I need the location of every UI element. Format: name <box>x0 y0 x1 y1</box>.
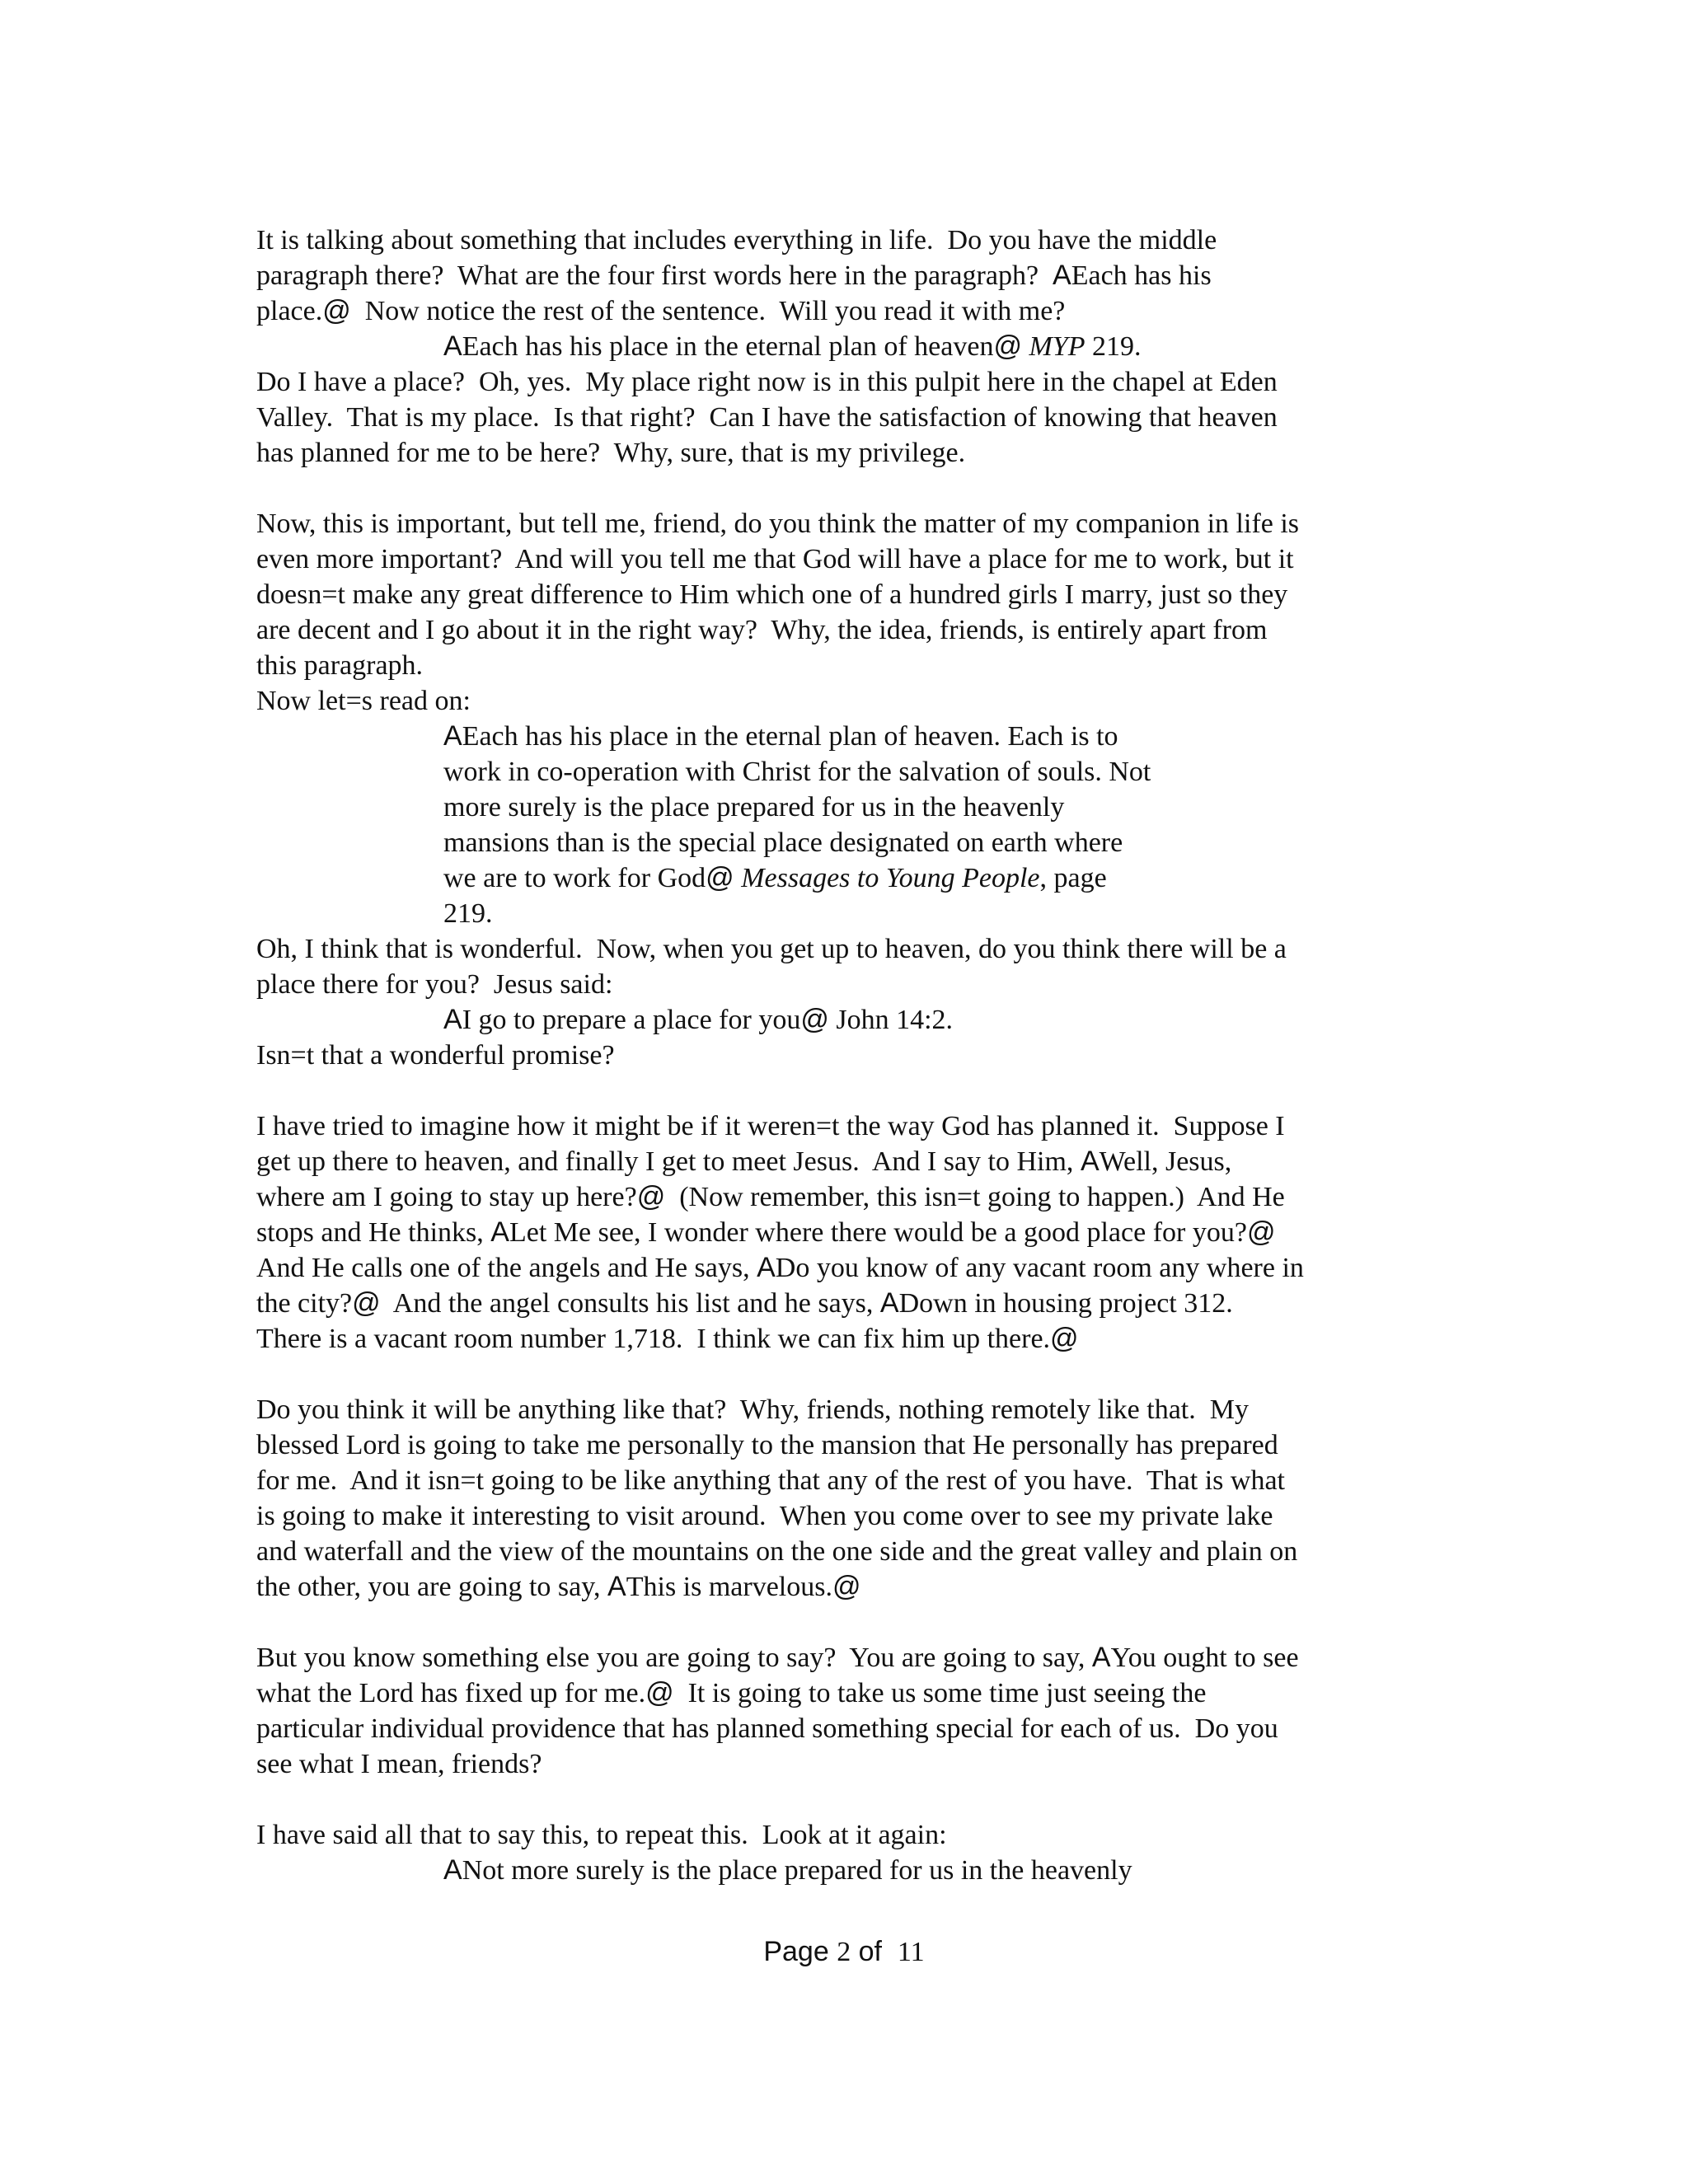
text-run: Do you think it will be anything like that? Why, friends, nothing remotely like that. My <box>256 1394 1249 1425</box>
quote-glyph: A <box>879 1287 899 1319</box>
quote-glyph: A <box>757 1252 776 1283</box>
paragraph-line <box>256 1144 1435 1179</box>
paragraph-line <box>256 1640 1435 1675</box>
quote-glyph: A <box>443 1854 462 1886</box>
text-run: this paragraph. <box>256 650 424 681</box>
text-run: Not more surely is the place prepared for us in the heavenly <box>462 1855 1132 1886</box>
text-run: I go to prepare a place for you <box>462 1005 801 1035</box>
paragraph-line <box>256 364 1435 400</box>
paragraph-gap <box>256 1605 1435 1640</box>
text-run: 219. <box>443 898 493 929</box>
block-quote-line <box>256 1002 1435 1038</box>
text-run: even more important? And will you tell me that God will have a place for me to work, but it <box>256 544 1294 574</box>
text-run: (Now remember, this isn=t going to happen.) And He <box>665 1182 1285 1212</box>
paragraph-line <box>256 293 1435 329</box>
quote-glyph: @ <box>1050 1323 1079 1354</box>
quote-glyph: @ <box>636 1181 666 1212</box>
paragraph-line <box>256 648 1435 683</box>
paragraph-line <box>256 1427 1435 1463</box>
quote-glyph: @ <box>352 1287 381 1319</box>
text-run: John 14:2. <box>828 1005 954 1035</box>
block-quote-line <box>256 719 1435 754</box>
paragraph-line <box>256 1534 1435 1569</box>
text-run: Now let=s read on: <box>256 686 471 716</box>
text-run: more surely is the place prepared for us in the heavenly <box>443 792 1065 823</box>
text-run: blessed Lord is going to take me personally to the mansion that He personally has prepared <box>256 1430 1278 1460</box>
document-body <box>256 223 1435 1888</box>
quote-glyph: A <box>443 1004 462 1035</box>
quote-glyph: @ <box>993 330 1022 362</box>
text-run: It is talking about something that includes everything in life. Do you have the middle <box>256 225 1217 255</box>
text-run: for me. And it isn=t going to be like anything that any of the rest of you have. That is what <box>256 1465 1285 1496</box>
text-run: I have tried to imagine how it might be if it weren=t the way God has planned it. Suppose I <box>256 1111 1285 1141</box>
quote-glyph: A <box>1091 1642 1111 1673</box>
paragraph-line <box>256 1675 1435 1711</box>
text-run: place. <box>256 296 323 326</box>
text-run: And He calls one of the angels and He says, <box>256 1253 757 1283</box>
paragraph-line <box>256 1817 1435 1853</box>
paragraph-line <box>256 683 1435 719</box>
text-run: we are to work for God <box>443 863 706 893</box>
block-quote-line <box>256 1853 1435 1888</box>
text-run: is going to make it interesting to visit around. When you come over to see my private lake <box>256 1501 1273 1531</box>
text-run: see what I mean, friends? <box>256 1749 542 1779</box>
text-run: Well, Jesus, <box>1099 1146 1232 1177</box>
text-run: Do I have a place? Oh, yes. My place right now is in this pulpit here in the chapel at Eden <box>256 367 1278 397</box>
text-run: There is a vacant room number 1,718. I think we can fix him up there. <box>256 1324 1051 1354</box>
text-run: , page <box>1039 863 1107 893</box>
page-footer <box>0 1934 1688 1970</box>
paragraph-line <box>256 223 1435 258</box>
text-run: Valley. That is my place. Is that right? Can I have the satisfaction of knowing that heaven <box>256 402 1278 433</box>
paragraph-line <box>256 931 1435 967</box>
paragraph-line <box>256 1038 1435 1073</box>
paragraph-gap <box>256 1782 1435 1817</box>
block-quote-line <box>256 754 1435 790</box>
paragraph-line <box>256 1250 1435 1286</box>
text-run: get up there to heaven, and finally I get to meet Jesus. And I say to Him, <box>256 1146 1081 1177</box>
paragraph-line <box>256 1215 1435 1250</box>
text-run: particular individual providence that has planned something special for each of us. Do you <box>256 1713 1278 1744</box>
block-quote-line <box>256 329 1435 364</box>
text-run: Now, this is important, but tell me, friend, do you think the matter of my companion in life is <box>256 509 1300 539</box>
text-run: But you know something else you are going to say? You are going to say, <box>256 1643 1092 1673</box>
text-run: Oh, I think that is wonderful. Now, when you get up to heaven, do you think there will be a <box>256 934 1287 964</box>
paragraph-line <box>256 1498 1435 1534</box>
text-run: place there for you? Jesus said: <box>256 969 613 1000</box>
text-run: stops and He thinks, <box>256 1217 491 1248</box>
text-run: paragraph there? What are the four first words here in the paragraph? <box>256 260 1053 291</box>
text-run: where am I going to stay up here? <box>256 1182 637 1212</box>
text-run: It is going to take us some time just seeing the <box>673 1678 1207 1708</box>
quote-glyph: @ <box>832 1571 861 1602</box>
text-run: mansions than is the special place designated on earth where <box>443 827 1123 858</box>
text-run: Each has his place in the eternal plan of heaven <box>462 331 994 362</box>
paragraph-gap <box>256 1073 1435 1108</box>
paragraph-line <box>256 1108 1435 1144</box>
text-run: doesn=t make any great difference to Him which one of a hundred girls I marry, just so they <box>256 579 1288 610</box>
citation-italic: MYP <box>1029 331 1085 362</box>
quote-glyph: A <box>607 1571 626 1602</box>
page-number: 2 <box>837 1937 851 1967</box>
block-quote-line <box>256 825 1435 860</box>
paragraph-line <box>256 506 1435 541</box>
paragraph-line <box>256 1746 1435 1782</box>
paragraph-line <box>256 1179 1435 1215</box>
paragraph-gap <box>256 1357 1435 1392</box>
text-run: what the Lord has fixed up for me. <box>256 1678 646 1708</box>
text-run: Let Me see, I wonder where there would be a good place for you? <box>509 1217 1247 1248</box>
text-run: are decent and I go about it in the right way? Why, the idea, friends, is entirely apart from <box>256 615 1268 645</box>
text-run: You ought to see <box>1110 1643 1299 1673</box>
paragraph-line <box>256 967 1435 1002</box>
paragraph-line <box>256 612 1435 648</box>
quote-glyph: @ <box>322 295 351 326</box>
paragraph-line <box>256 435 1435 471</box>
paragraph-line <box>256 1569 1435 1605</box>
text-run: and waterfall and the view of the mountains on the one side and the great valley and plain on <box>256 1536 1298 1567</box>
text-run: This is marvelous. <box>626 1572 832 1602</box>
citation-italic: Messages to Young People <box>741 863 1040 893</box>
quote-glyph: @ <box>1246 1216 1276 1248</box>
paragraph-line <box>256 1321 1435 1357</box>
text-run: Do you know of any vacant room any where in <box>775 1253 1304 1283</box>
text-run: work in co-operation with Christ for the salvation of souls. Not <box>443 757 1151 787</box>
of-label: of <box>851 1936 898 1967</box>
paragraph-line <box>256 1711 1435 1746</box>
text-run: 219. <box>1085 331 1142 362</box>
quote-glyph: @ <box>706 862 734 893</box>
quote-glyph: @ <box>800 1004 829 1035</box>
block-quote-line <box>256 790 1435 825</box>
paragraph-gap <box>256 471 1435 506</box>
text-run: Isn=t that a wonderful promise? <box>256 1040 615 1071</box>
text-run: And the angel consults his list and he says, <box>380 1288 880 1319</box>
block-quote-line <box>256 860 1435 896</box>
quote-glyph: A <box>443 720 462 752</box>
text-run: I have said all that to say this, to repeat this. Look at it again: <box>256 1820 947 1850</box>
text-run: has planned for me to be here? Why, sure, that is my privilege. <box>256 438 966 468</box>
quote-glyph: A <box>490 1216 509 1248</box>
paragraph-line <box>256 258 1435 293</box>
quote-glyph: A <box>443 330 462 362</box>
text-run: Each has his place in the eternal plan of heaven. Each is to <box>462 721 1118 752</box>
quote-glyph: A <box>1080 1146 1100 1177</box>
paragraph-line <box>256 1463 1435 1498</box>
text-run: the other, you are going to say, <box>256 1572 608 1602</box>
page-total: 11 <box>897 1937 925 1967</box>
paragraph-line <box>256 1392 1435 1427</box>
text-run: the city? <box>256 1288 353 1319</box>
paragraph-line <box>256 1286 1435 1321</box>
page-label: Page <box>763 1936 837 1967</box>
text-run: Each has his <box>1071 260 1212 291</box>
quote-glyph: A <box>1053 260 1071 291</box>
text-run: Now notice the rest of the sentence. Will you read it with me? <box>350 296 1066 326</box>
paragraph-line <box>256 400 1435 435</box>
block-quote-line <box>256 896 1435 931</box>
text-run: Down in housing project 312. <box>898 1288 1233 1319</box>
paragraph-line <box>256 541 1435 577</box>
quote-glyph: @ <box>645 1677 674 1708</box>
text-run <box>734 863 742 893</box>
paragraph-line <box>256 577 1435 612</box>
